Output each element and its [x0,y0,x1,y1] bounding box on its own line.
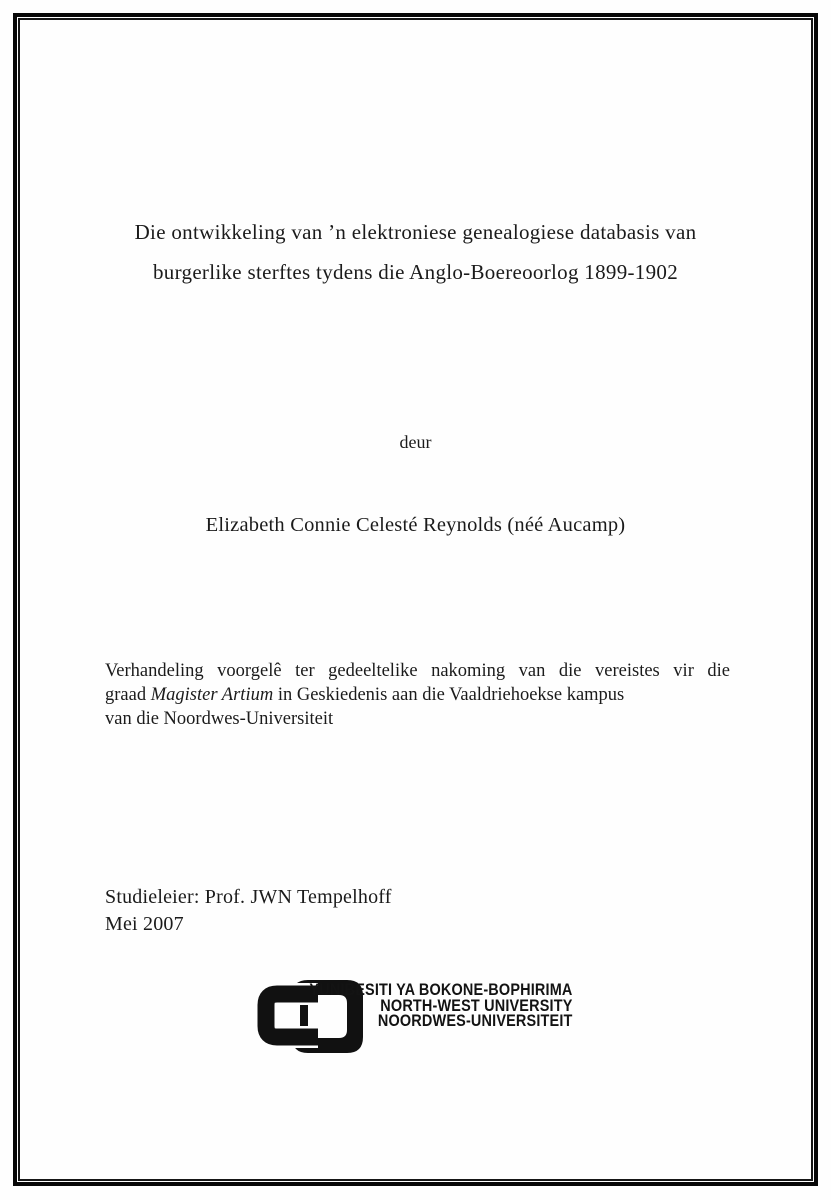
submission-statement [105,659,730,731]
university-name-setswana: YUNIBESITI YA BOKONE-BOPHIRIMA [309,980,573,999]
statement-line2-before: graad [105,685,151,705]
supervisor-line: Studieleier: Prof. JWN Tempelhoff [105,886,392,908]
thesis-title-line2: burgerlike sterftes tydens die Anglo-Boereoorlog 1899-1902 [153,260,678,284]
statement-line2-after: in Geskiedenis aan die Vaaldriehoekse kampus [273,685,625,705]
university-name-english: NORTH-WEST UNIVERSITY [380,995,573,1015]
supervisor-block [105,884,392,938]
thesis-title-line1: Die ontwikkeling van ’n elektroniese genealogiese databasis van [134,220,697,244]
byline-label: deur [399,432,432,452]
university-wordmark [310,982,573,1029]
statement-line1: Verhandeling voorgelê ter gedeeltelike nakoming van die vereistes vir die [105,661,730,681]
statement-line3: van die Noordwes-Universiteit [105,709,334,729]
thesis-title [40,212,791,292]
date-line: Mei 2007 [105,913,184,935]
degree-name: Magister Artium [150,685,274,705]
university-name-afrikaans: NOORDWES-UNIVERSITEIT [378,1011,573,1031]
statement-line2 [105,683,730,707]
author-name: Elizabeth Connie Celesté Reynolds (néé Aucamp) [205,514,626,536]
